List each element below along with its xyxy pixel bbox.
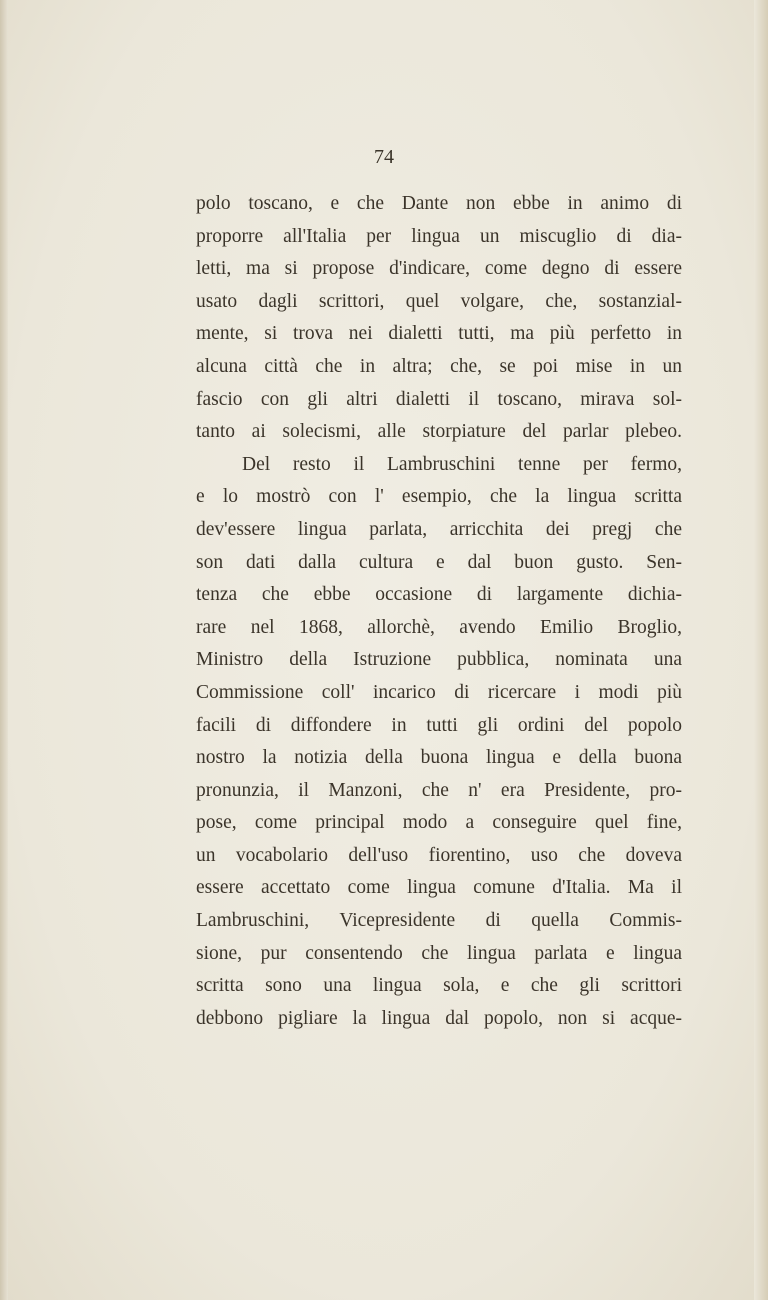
text-line: polo toscano, e che Dante non ebbe in animo di [196, 193, 682, 214]
text-line: mente, si trova nei dialetti tutti, ma più perfetto in [196, 323, 682, 345]
text-line: alcuna città che in altra; che, se poi mise in un [196, 355, 682, 377]
text-line: rare nel 1868, allorchè, avendo Emilio Broglio, [196, 616, 682, 638]
text-line: dev'essere lingua parlata, arricchita dei pregj che [196, 518, 682, 540]
paragraph [196, 188, 682, 449]
text-line: son dati dalla cultura e dal buon gusto. Sen- [196, 551, 682, 573]
text-line: debbono pigliare la lingua dal popolo, non si acque- [196, 1007, 682, 1029]
text-line: Commissione coll' incarico di ricercare i modi più [196, 681, 682, 703]
text-line: usato dagli scrittori, quel volgare, che, sostanzial- [196, 290, 682, 312]
page-outer-edge [754, 0, 768, 1300]
text-line: un vocabolario dell'uso fiorentino, uso che doveva [196, 844, 682, 866]
text-line: Lambruschini, Vicepresidente di quella Commis- [196, 910, 682, 932]
text-line: essere accettato come lingua comune d'Italia. Ma il [196, 877, 682, 899]
text-line: Ministro della Istruzione pubblica, nominata una [196, 649, 682, 671]
text-line: nostro la notizia della buona lingua e della buona [196, 747, 682, 769]
text-line: tenza che ebbe occasione di largamente dichia- [196, 584, 682, 606]
page-binding-edge [0, 0, 8, 1300]
text-line: fascio con gli altri dialetti il toscano, mirava sol- [196, 388, 682, 410]
text-line: facili di diffondere in tutti gli ordini del popolo [196, 714, 682, 736]
page-number: 74 [374, 146, 394, 168]
text-line: e lo mostrò con l' esempio, che la lingua scritta [196, 486, 682, 508]
text-line: letti, ma si propose d'indicare, come degno di essere [196, 258, 682, 280]
text-line: pronunzia, il Manzoni, che n' era Presidente, pro- [196, 779, 682, 801]
text-line: proporre all'Italia per lingua un miscuglio di dia- [196, 225, 682, 247]
text-line: sione, pur consentendo che lingua parlata e lingua [196, 942, 682, 964]
text-line: pose, come principal modo a conseguire quel fine, [196, 812, 682, 834]
text-line: scritta sono una lingua sola, e che gli scrittori [196, 975, 682, 997]
text-line: tanto ai solecismi, alle storpiature del parlar plebeo. [196, 421, 682, 443]
text-line: Del resto il Lambruschini tenne per fermo, [242, 453, 682, 475]
body-text [196, 188, 682, 1035]
paragraph [196, 449, 682, 1036]
